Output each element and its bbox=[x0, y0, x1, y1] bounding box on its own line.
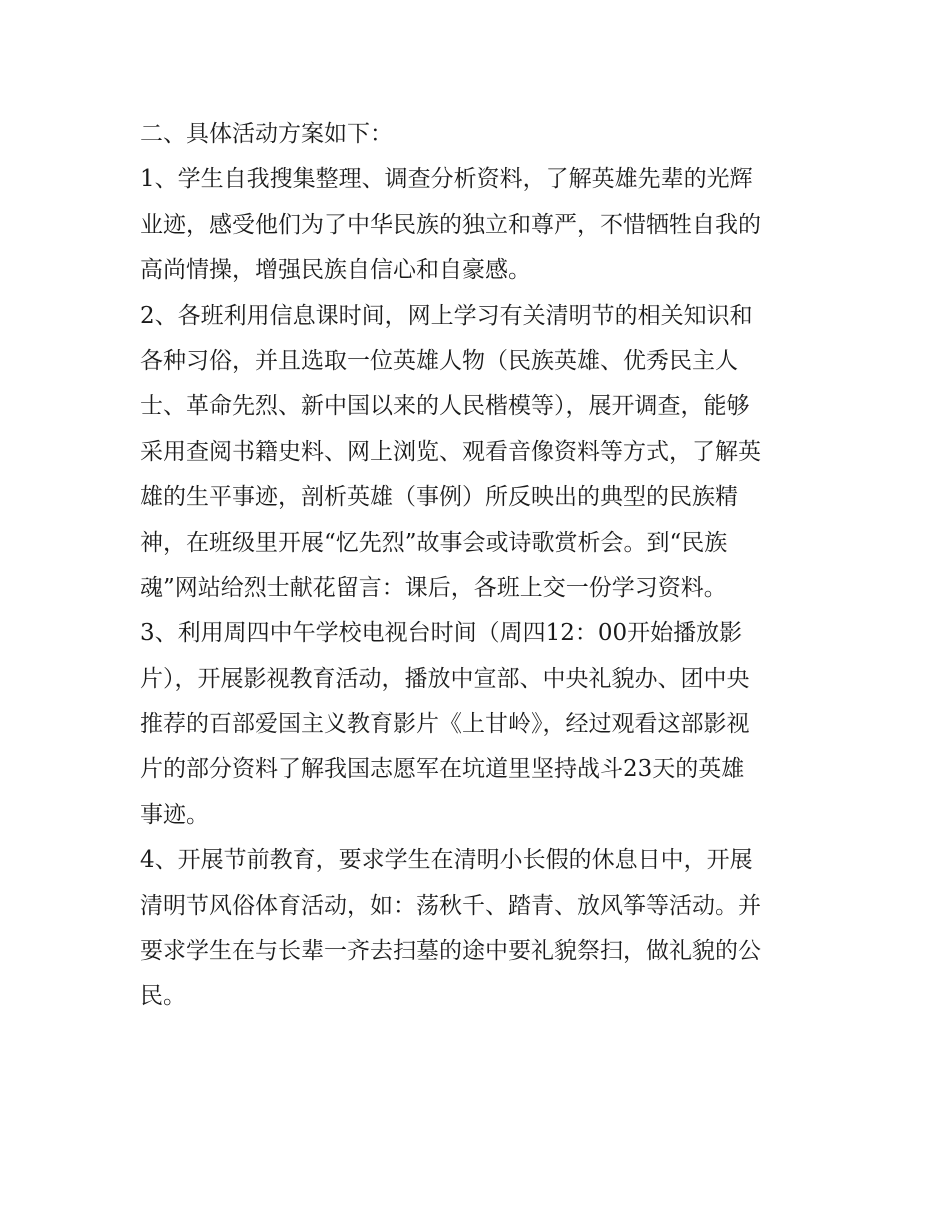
paragraph-line: 高尚情操，增强民族自信心和自豪感。 bbox=[140, 257, 531, 284]
document-body bbox=[140, 112, 830, 1020]
paragraph-line: 1、学生自我搜集整理、调查分析资料，了解英雄先辈的光辉 bbox=[140, 166, 753, 193]
paragraph-line: 2、各班利用信息课时间，网上学习有关清明节的相关知识和 bbox=[140, 302, 753, 329]
paragraph-line: 士、革命先烈、新中国以来的人民楷模等），展开调查，能够 bbox=[140, 393, 750, 420]
paragraph-line: 片的部分资料了解我国志愿军在坑道里坚持战斗23天的英雄 bbox=[140, 756, 745, 783]
paragraph-line: 片），开展影视教育活动，播放中宣部、中央礼貌办、团中央 bbox=[140, 665, 750, 692]
paragraph-line: 雄的生平事迹，剖析英雄（事例）所反映出的典型的民族精 bbox=[140, 484, 738, 511]
paragraph-2 bbox=[140, 294, 830, 612]
paragraph-line: 要求学生在与长辈一齐去扫墓的途中要礼貌祭扫，做礼貌的公 bbox=[140, 938, 761, 965]
paragraph-line: 3、利用周四中午学校电视台时间（周四12：00开始播放影 bbox=[140, 620, 743, 647]
paragraph-line: 采用查阅书籍史料、网上浏览、观看音像资料等方式，了解英 bbox=[140, 438, 761, 465]
paragraph-line: 业迹，感受他们为了中华民族的独立和尊严，不惜牺牲自我的 bbox=[140, 211, 761, 238]
paragraph-line: 推荐的百部爱国主义教育影片《上甘岭》，经过观看这部影视 bbox=[140, 711, 750, 738]
paragraph-4 bbox=[140, 838, 830, 1020]
paragraph-line: 民。 bbox=[140, 983, 186, 1010]
paragraph-line: 4、开展节前教育，要求学生在清明小长假的休息日中，开展 bbox=[140, 847, 753, 874]
paragraph-line: 各种习俗，并且选取一位英雄人物（民族英雄、优秀民主人 bbox=[140, 347, 738, 374]
paragraph-line: 神，在班级里开展“忆先烈”故事会或诗歌赏析会。到“民族 bbox=[140, 529, 728, 556]
paragraph-3 bbox=[140, 611, 830, 838]
paragraph-line: 清明节风俗体育活动，如：荡秋千、踏青、放风筝等活动。并 bbox=[140, 892, 761, 919]
section-heading: 二、具体活动方案如下： bbox=[140, 121, 393, 147]
paragraph-line: 魂”网站给烈士献花留言：课后，各班上交一份学习资料。 bbox=[140, 574, 727, 601]
paragraph-line: 事迹。 bbox=[140, 801, 209, 828]
paragraph-1 bbox=[140, 157, 830, 293]
